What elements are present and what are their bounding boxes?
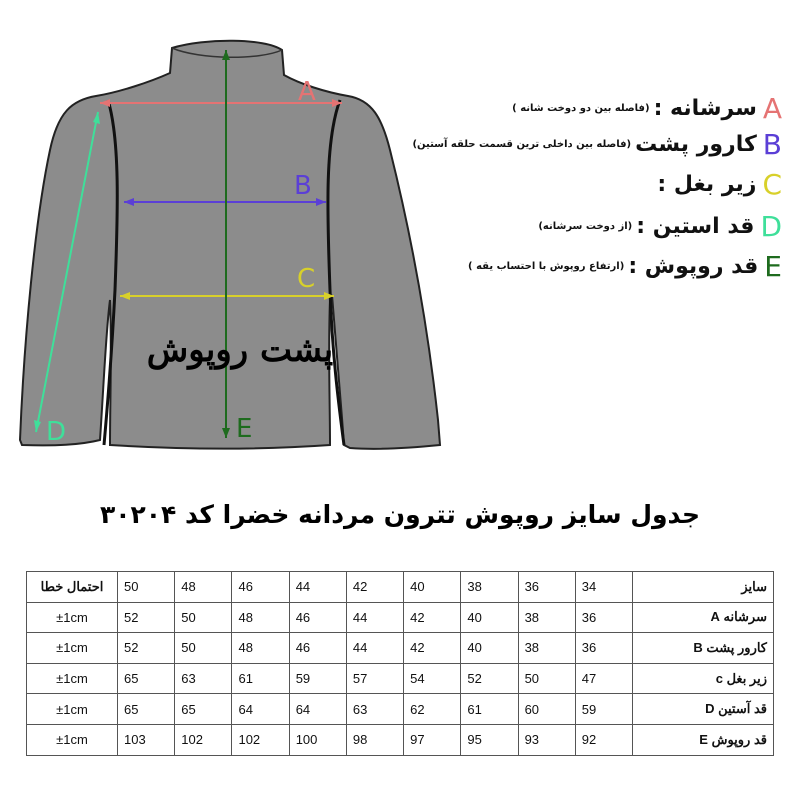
legend-name: زیر بغل : xyxy=(657,172,757,197)
table-cell: 50 xyxy=(175,602,232,633)
error-cell: ±1cm xyxy=(27,633,118,664)
table-cell: 44 xyxy=(346,602,403,633)
table-cell: 98 xyxy=(346,724,403,755)
table-cell: 50 xyxy=(175,633,232,664)
table-cell: 42 xyxy=(404,602,461,633)
error-cell: ±1cm xyxy=(27,724,118,755)
error-cell: ±1cm xyxy=(27,663,118,694)
table-cell: 64 xyxy=(289,694,346,725)
legend-letter: A xyxy=(762,92,782,125)
error-cell: ±1cm xyxy=(27,602,118,633)
table-cell: 60 xyxy=(518,694,575,725)
table-cell: 48 xyxy=(232,633,289,664)
legend-item-d xyxy=(362,210,782,243)
size-header-cell: 50 xyxy=(118,572,175,603)
size-header-cell: 46 xyxy=(232,572,289,603)
table-cell: 102 xyxy=(175,724,232,755)
table-cell: 46 xyxy=(289,633,346,664)
table-header-row xyxy=(27,572,774,603)
table-row xyxy=(27,694,774,725)
legend-name: کارور پشت xyxy=(635,132,757,157)
table-cell: 48 xyxy=(232,602,289,633)
table-cell: 52 xyxy=(118,633,175,664)
table-row xyxy=(27,724,774,755)
table-cell: 42 xyxy=(404,633,461,664)
legend-note: (از دوخت سرشانه) xyxy=(538,221,633,232)
row-label: قد روپوش E xyxy=(633,724,774,755)
measure-b-letter: B xyxy=(294,171,312,201)
error-header: احتمال خطا xyxy=(27,572,118,603)
measure-e-letter: E xyxy=(236,414,253,444)
table-cell: 64 xyxy=(232,694,289,725)
row-label: زیر بغل c xyxy=(633,663,774,694)
table-cell: 61 xyxy=(232,663,289,694)
legend-letter: E xyxy=(764,250,782,283)
measure-d-letter: D xyxy=(46,417,67,447)
table-cell: 40 xyxy=(461,602,518,633)
table-cell: 40 xyxy=(461,633,518,664)
table-cell: 46 xyxy=(289,602,346,633)
measure-a-letter: A xyxy=(298,77,316,107)
legend-name: قد روپوش : xyxy=(628,254,759,279)
table-cell: 57 xyxy=(346,663,403,694)
table-cell: 47 xyxy=(575,663,632,694)
table-cell: 92 xyxy=(575,724,632,755)
back-label: پشت روپوش xyxy=(146,330,334,370)
table-cell: 36 xyxy=(575,602,632,633)
size-header-cell: 40 xyxy=(404,572,461,603)
legend-item-a xyxy=(362,92,782,125)
legend-letter: D xyxy=(760,210,782,243)
table-cell: 102 xyxy=(232,724,289,755)
size-header-cell: 44 xyxy=(289,572,346,603)
size-header-cell: 48 xyxy=(175,572,232,603)
table-cell: 97 xyxy=(404,724,461,755)
table-cell: 63 xyxy=(346,694,403,725)
table-cell: 36 xyxy=(575,633,632,664)
row-label: سرشانه A xyxy=(633,602,774,633)
table-row xyxy=(27,602,774,633)
table-row xyxy=(27,663,774,694)
error-cell: ±1cm xyxy=(27,694,118,725)
table-cell: 95 xyxy=(461,724,518,755)
size-table xyxy=(26,571,774,756)
legend-item-b xyxy=(362,128,782,161)
table-cell: 61 xyxy=(461,694,518,725)
legend-note: (فاصله بین دو دوخت شانه ) xyxy=(512,103,650,114)
row-label: کارور پشت B xyxy=(633,633,774,664)
legend-name: سرشانه : xyxy=(653,96,757,121)
legend-note: (ارتفاع روپوش با احتساب یقه ) xyxy=(468,261,625,272)
table-cell: 65 xyxy=(118,694,175,725)
legend-letter: B xyxy=(762,128,782,161)
table-cell: 38 xyxy=(518,633,575,664)
legend-note: (فاصله بین داخلی ترین قسمت حلقه آستین) xyxy=(412,139,632,150)
size-header-cell: 42 xyxy=(346,572,403,603)
legend-item-c xyxy=(362,168,782,201)
table-cell: 54 xyxy=(404,663,461,694)
size-header-label: سایز xyxy=(633,572,774,603)
table-cell: 59 xyxy=(575,694,632,725)
table-row xyxy=(27,633,774,664)
size-header-cell: 38 xyxy=(461,572,518,603)
table-cell: 52 xyxy=(461,663,518,694)
legend-name: قد استین : xyxy=(636,214,755,239)
table-cell: 63 xyxy=(175,663,232,694)
table-cell: 100 xyxy=(289,724,346,755)
table-cell: 103 xyxy=(118,724,175,755)
size-header-cell: 34 xyxy=(575,572,632,603)
table-cell: 44 xyxy=(346,633,403,664)
table-title: جدول سایز روپوش تترون مردانه خضرا کد ۳۰۲۰۴ xyxy=(99,500,701,529)
table-cell: 38 xyxy=(518,602,575,633)
table-cell: 65 xyxy=(175,694,232,725)
size-header-cell: 36 xyxy=(518,572,575,603)
row-label: قد آستین D xyxy=(633,694,774,725)
table-cell: 65 xyxy=(118,663,175,694)
legend-item-e xyxy=(362,250,782,283)
table-cell: 62 xyxy=(404,694,461,725)
legend-letter: C xyxy=(762,168,782,201)
measure-c-letter: C xyxy=(297,264,316,294)
table-cell: 93 xyxy=(518,724,575,755)
table-cell: 59 xyxy=(289,663,346,694)
table-cell: 50 xyxy=(518,663,575,694)
table-cell: 52 xyxy=(118,602,175,633)
